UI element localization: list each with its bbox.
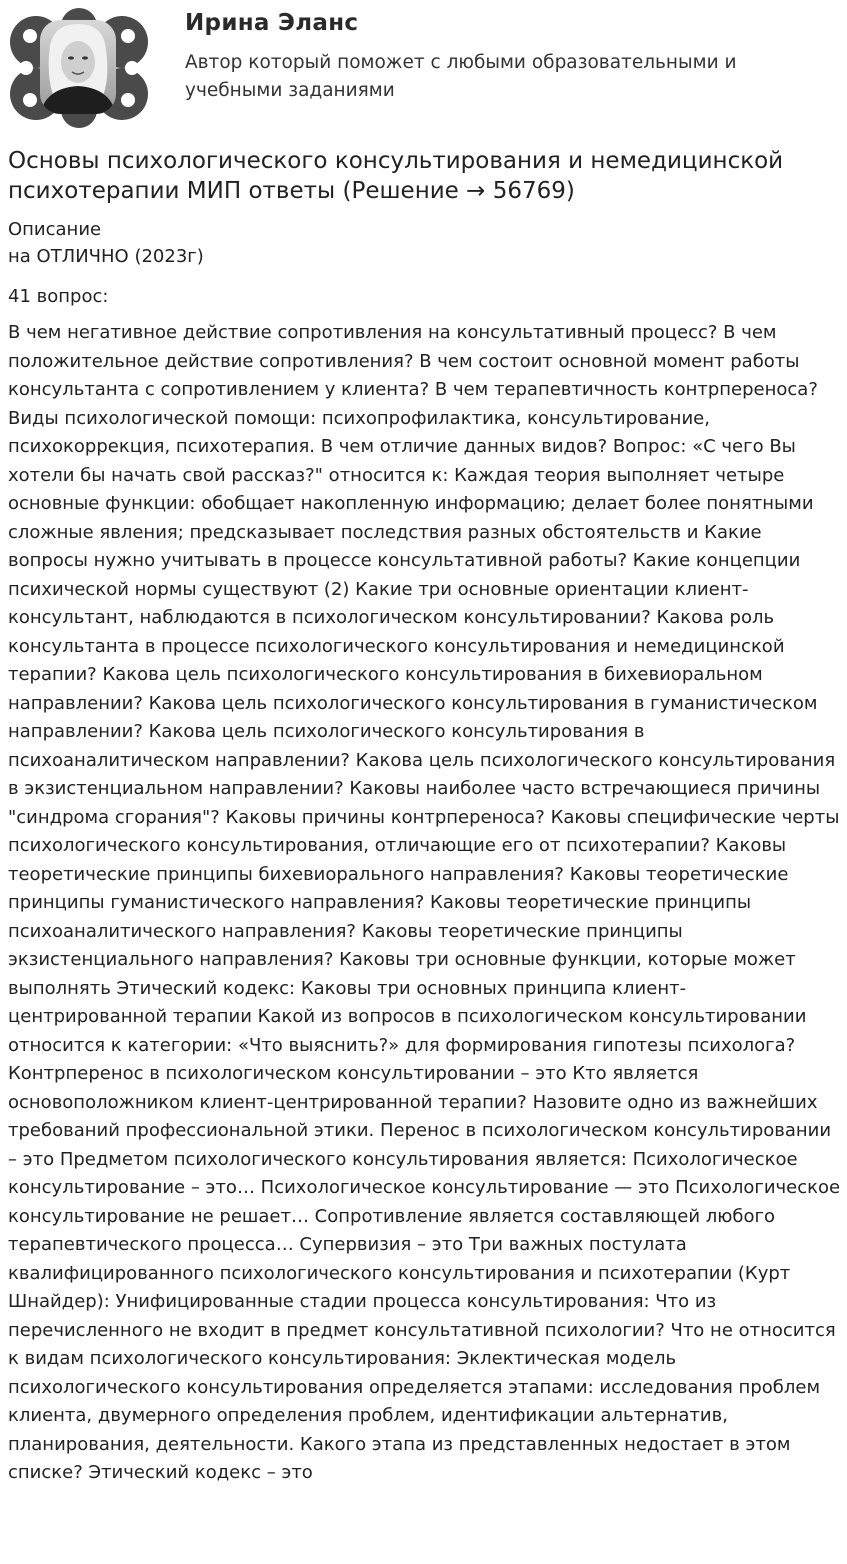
author-header — [0, 0, 847, 140]
description-label: Описание — [8, 219, 102, 240]
grade-text: на ОТЛИЧНО (2023г) — [8, 246, 204, 267]
author-avatar-icon[interactable] — [6, 6, 152, 128]
questions-body-text: В чем негативное действие сопротивления на консультативный процесс? В чем положительное действие сопротивления? В чем состоит основной момент работы консультанта с сопротивлением у клиента? В чем терапевтичность контрпереноса? Виды психологической помощи: психопрофилактика, консультирование, психокоррекция, психотерапия. В чем отличие данных видов? Вопрос: «С чего Вы хотели бы начать свой рассказ?" относится к: Каждая теория выполняет четыре основные функции: обобщает накопленную информацию; делает более понятными сложные явления; предсказывает последствия разных обстоятельств и Какие вопросы нужно учитывать в процессе консультативной работы? Какие концепции психической нормы существуют (2) Какие три основные ориентации клиент-консультант, наблюдаются в психологическом консультировании? Какова роль консультанта в процессе психологического консультирования и немедицинской терапии? Какова цель психологического консультирования в бихевиоральном направлении? Какова цель психологического консультирования в гуманистическом направлении? Какова цель психологического консультирования в психоаналитическом направлении? Какова цель психологического консультирования в экзистенциальном направлении? Каковы наиболее часто встречающиеся причины "синдрома сгорания"? Каковы причины контрпереноса? Каковы специфические черты психологического консультирования, отличающие его от психотерапии? Каковы теоретические принципы бихевиорального направления? Каковы теоретические принципы гуманистического направления? Каковы теоретические принципы психоаналитического направления? Каковы теоретические принципы экзистенциального направления? Каковы три основные функции, которые может выполнять Этический кодекс: Каковы три основных принципа клиент-центрированной терапии Какой из вопросов в психологическом консультировании относится к категории: «Что выяснить?» для формирования гипотезы психолога? Контрперенос в психологическом консультировании – это Кто является основоположником клиент-центрированной терапии? Назовите одно из важнейших требований профессиональной этики. Перенос в психологическом консультировании – это Предметом психологического консультирования является: Психологическое консультирование – это… Психологическое консультирование — это Психологическое консультирование не решает… Сопротивление является составляющей любого терапевтического процесса… Супервизия – это Три важных постулата квалифицированного психологического консультирования и психотерапии (Курт Шнайдер): Унифицированные стадии процесса консультирования: Что из перечисленного не входит в предмет консультативной психологии? Что не относится к видам психологического консультирования: Эклектическая модель психологического консультирования определяется этапами: исследования проблем клиента, двумерного определения проблем, идентификации альтернатив, планирования, деятельности. Какого этапа из представленных недостает в этом списке? Этический кодекс – это — [8, 322, 841, 1483]
author-description: Автор который поможет с любыми образовательными и учебными заданиями — [185, 52, 737, 101]
questions-count: 41 вопрос: — [8, 286, 109, 307]
document-title: Основы психологического консультирования и немедицинской психотерапии МИП ответы (Решение → 56769) — [8, 148, 784, 204]
author-name[interactable]: Ирина Эланс — [185, 10, 359, 36]
